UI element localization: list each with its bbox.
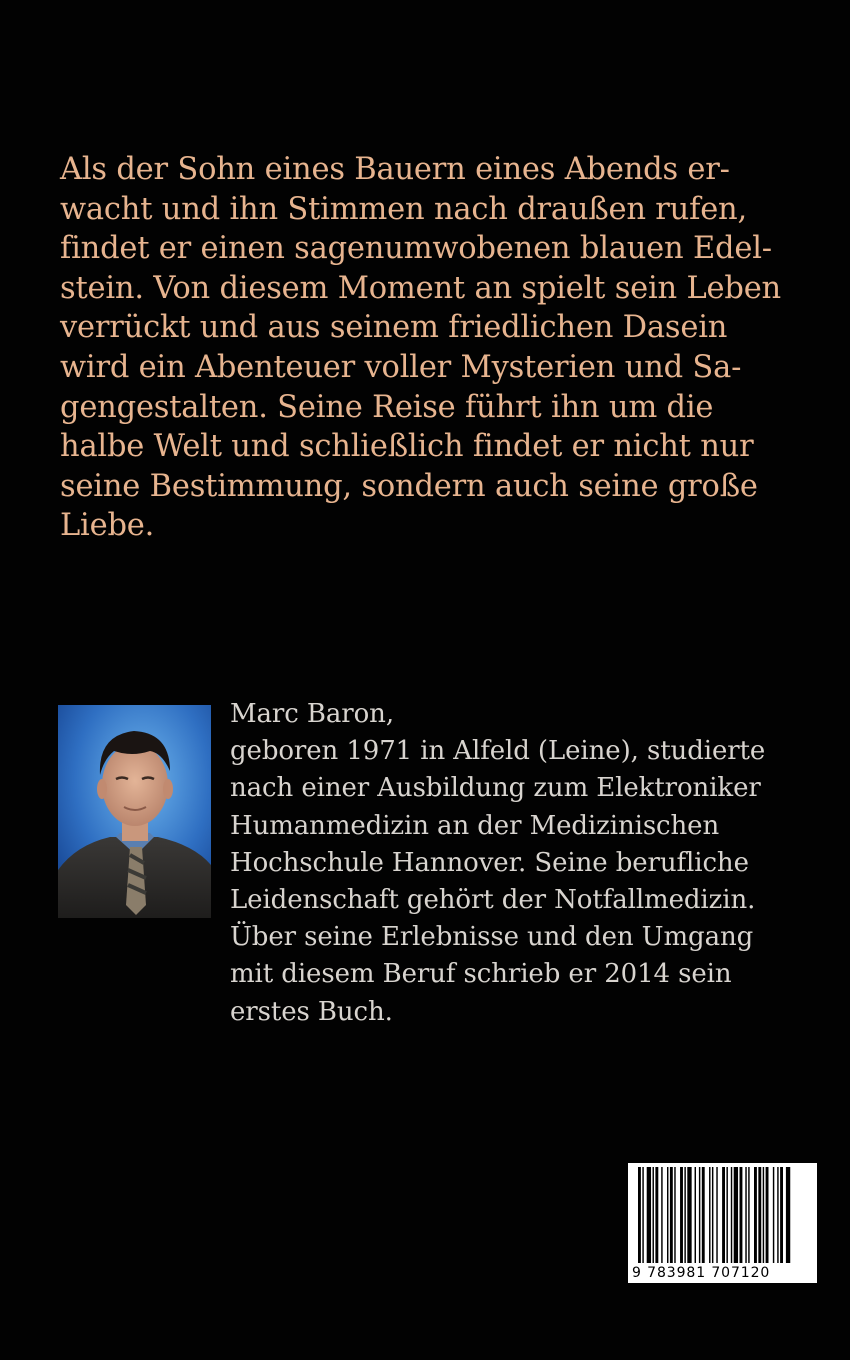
author-bio <box>230 696 830 1031</box>
bio-line: Leidenschaft gehört der Notfallmedizin. <box>230 885 756 916</box>
book-description <box>60 150 830 546</box>
description-line: seine Bestimmung, sondern auch seine große <box>60 468 758 504</box>
author-portrait-icon <box>58 705 211 918</box>
bio-line: mit diesem Beruf schrieb er 2014 sein <box>230 959 732 990</box>
isbn-number: 9 783981 707120 <box>632 1265 771 1281</box>
author-name: Marc Baron, <box>230 699 394 729</box>
description-line: halbe Welt und schließlich findet er nicht nur <box>60 429 754 465</box>
isbn-barcode <box>628 1163 817 1283</box>
bio-line: Hochschule Hannover. Seine berufliche <box>230 847 749 878</box>
author-photo <box>58 705 211 918</box>
description-line: gengestalten. Seine Reise führt ihn um die <box>60 389 714 425</box>
description-line: Liebe. <box>60 508 155 544</box>
bio-line: Über seine Erlebnisse und den Umgang <box>230 922 754 953</box>
description-line: stein. Von diesem Moment an spielt sein Leben <box>60 270 782 306</box>
description-line: wird ein Abenteuer voller Mysterien und Sa- <box>60 349 742 385</box>
barcode-bars-icon <box>628 1163 817 1267</box>
description-line: Als der Sohn eines Bauern eines Abends er- <box>60 152 730 187</box>
description-line: findet er einen sagenumwobenen blauen Edel- <box>60 231 772 267</box>
description-line: verrückt und aus seinem friedlichen Dasein <box>60 310 728 346</box>
bio-line: erstes Buch. <box>230 996 393 1027</box>
bio-line: Humanmedizin an der Medizinischen <box>230 810 720 841</box>
bio-line: geboren 1971 in Alfeld (Leine), studierte <box>230 736 766 767</box>
bio-line: nach einer Ausbildung zum Elektroniker <box>230 773 761 804</box>
description-line: wacht und ihn Stimmen nach draußen rufen, <box>60 191 747 227</box>
